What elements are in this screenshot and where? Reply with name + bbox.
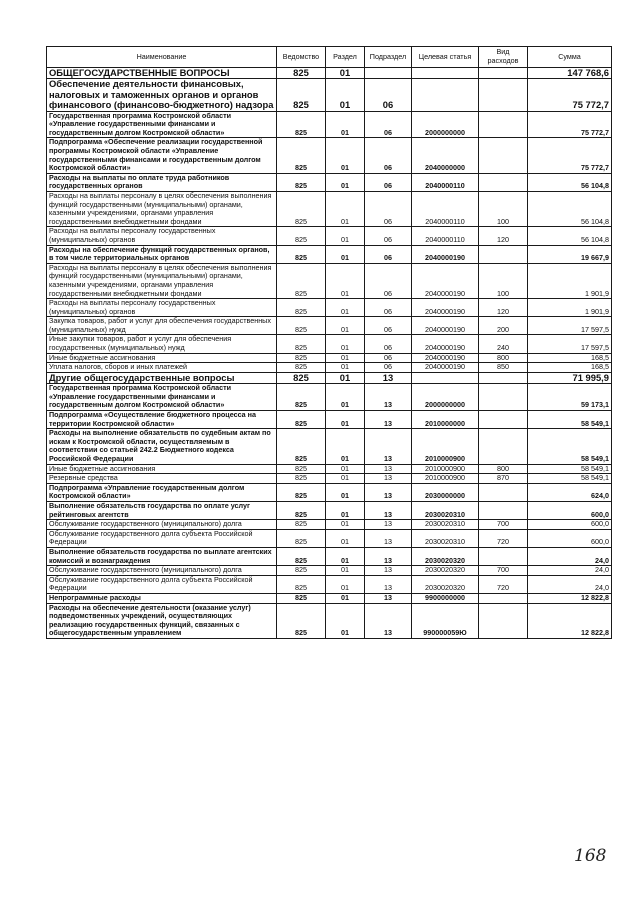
table-row [47,384,612,411]
cell-vedomstvo: 825 [277,529,326,547]
table-header-row [47,47,612,68]
cell-name: Резервные средства [47,474,277,484]
cell-podrazdel: 13 [365,501,412,519]
cell-razdel: 01 [326,263,365,298]
cell-vedomstvo: 825 [277,363,326,373]
cell-summa: 600,0 [528,501,612,519]
cell-podrazdel: 13 [365,547,412,565]
cell-summa: 58 549,1 [528,474,612,484]
cell-razdel: 01 [326,372,365,383]
cell-razdel: 01 [326,227,365,245]
cell-name: Иные бюджетные ассигнования [47,464,277,474]
cell-name: Расходы на обеспечение функций государственных органов, в том числе территориальных органов [47,245,277,263]
cell-summa: 56 104,8 [528,227,612,245]
cell-name: Расходы на выполнение обязательств по судебным актам по искам к Костромской области, осуществляемым в соответствии со статьей 242.2 Бюджетного кодекса Российской Федерации [47,429,277,464]
table-row [47,79,612,111]
cell-razdel: 01 [326,520,365,530]
cell-name: Уплата налогов, сборов и иных платежей [47,363,277,373]
cell-summa: 75 772,7 [528,138,612,173]
cell-razdel: 01 [326,335,365,353]
header-vedomstvo: Ведомство [277,47,326,68]
cell-name: Обслуживание государственного долга субъекта Российской Федерации [47,529,277,547]
cell-celevaya-statya: 2040000190 [412,335,479,353]
table-row [47,191,612,226]
cell-name: Обслуживание государственного долга субъекта Российской Федерации [47,575,277,593]
cell-celevaya-statya: 2030020320 [412,547,479,565]
cell-razdel: 01 [326,173,365,191]
cell-celevaya-statya: 2040000190 [412,363,479,373]
cell-podrazdel: 13 [365,372,412,383]
table-row [47,363,612,373]
table-row [47,520,612,530]
cell-vid-raskhodov: 700 [479,566,528,576]
cell-razdel: 01 [326,566,365,576]
cell-razdel: 01 [326,603,365,638]
cell-name: Государственная программа Костромской области «Управление государственными финансами и государственным долгом Костромской области» [47,111,277,138]
cell-summa: 71 995,9 [528,372,612,383]
cell-summa: 24,0 [528,547,612,565]
cell-vid-raskhodov: 720 [479,575,528,593]
cell-podrazdel: 13 [365,520,412,530]
cell-vid-raskhodov: 720 [479,529,528,547]
cell-razdel: 01 [326,593,365,603]
cell-razdel: 01 [326,547,365,565]
cell-razdel: 01 [326,245,365,263]
cell-razdel: 01 [326,138,365,173]
cell-name: Расходы на выплаты персоналу в целях обеспечения выполнения функций государственными (муниципальными) органами, казенными учреждениями, органами управления государственными внебюджетными фондами [47,191,277,226]
table-row [47,372,612,383]
cell-vedomstvo: 825 [277,474,326,484]
cell-podrazdel: 06 [365,335,412,353]
cell-name: Расходы на обеспечение деятельности (оказание услуг) подведомственных учреждений, осуществляющих реализацию государственных функций, связанных с общегосударственным управлением [47,603,277,638]
cell-vedomstvo: 825 [277,384,326,411]
cell-celevaya-statya [412,372,479,383]
cell-vedomstvo: 825 [277,335,326,353]
table-row [47,593,612,603]
table-row [47,411,612,429]
table-row [47,335,612,353]
cell-podrazdel: 06 [365,245,412,263]
cell-vedomstvo: 825 [277,372,326,383]
table-row [47,575,612,593]
cell-summa: 24,0 [528,575,612,593]
cell-summa: 17 597,5 [528,317,612,335]
cell-vedomstvo: 825 [277,501,326,519]
cell-name: Иные закупки товаров, работ и услуг для обеспечения государственных (муниципальных) нужд [47,335,277,353]
cell-name: Выполнение обязательств государства по оплате услуг рейтинговых агентств [47,501,277,519]
budget-document [46,46,611,639]
cell-vid-raskhodov [479,593,528,603]
table-row [47,474,612,484]
cell-vid-raskhodov: 700 [479,520,528,530]
cell-razdel: 01 [326,411,365,429]
cell-celevaya-statya: 990000059Ю [412,603,479,638]
cell-podrazdel: 13 [365,603,412,638]
cell-vedomstvo: 825 [277,111,326,138]
cell-vedomstvo: 825 [277,483,326,501]
cell-vid-raskhodov: 200 [479,317,528,335]
table-row [47,603,612,638]
cell-razdel: 01 [326,191,365,226]
cell-summa: 624,0 [528,483,612,501]
budget-table [46,46,612,639]
cell-vid-raskhodov [479,173,528,191]
cell-razdel: 01 [326,111,365,138]
cell-summa: 56 104,8 [528,191,612,226]
cell-summa: 58 549,1 [528,411,612,429]
cell-summa: 600,0 [528,520,612,530]
cell-vid-raskhodov: 120 [479,227,528,245]
cell-celevaya-statya: 2040000110 [412,227,479,245]
cell-summa: 75 772,7 [528,111,612,138]
cell-razdel: 01 [326,299,365,317]
cell-vid-raskhodov [479,501,528,519]
cell-name: Расходы на выплаты персоналу в целях обеспечения выполнения функций государственными (муниципальными) органами, казенными учреждениями, органами управления государственными внебюджетными фондами [47,263,277,298]
cell-summa: 24,0 [528,566,612,576]
cell-name: Обслуживание государственного (муниципального) долга [47,566,277,576]
cell-vid-raskhodov [479,547,528,565]
cell-vid-raskhodov [479,411,528,429]
cell-name: ОБЩЕГОСУДАРСТВЕННЫЕ ВОПРОСЫ [47,68,277,79]
cell-podrazdel: 13 [365,575,412,593]
cell-vid-raskhodov [479,68,528,79]
cell-celevaya-statya: 2030020320 [412,566,479,576]
cell-vedomstvo: 825 [277,593,326,603]
cell-vid-raskhodov [479,483,528,501]
cell-vid-raskhodov: 800 [479,353,528,363]
cell-celevaya-statya: 2040000110 [412,173,479,191]
cell-name: Непрограммные расходы [47,593,277,603]
cell-summa: 168,5 [528,353,612,363]
table-row [47,317,612,335]
cell-podrazdel: 06 [365,299,412,317]
cell-summa: 168,5 [528,363,612,373]
cell-vid-raskhodov [479,111,528,138]
cell-podrazdel: 13 [365,566,412,576]
cell-celevaya-statya: 9900000000 [412,593,479,603]
cell-podrazdel: 13 [365,593,412,603]
cell-name: Расходы на выплаты персоналу государственных (муниципальных) органов [47,299,277,317]
cell-summa: 147 768,6 [528,68,612,79]
cell-vedomstvo: 825 [277,353,326,363]
header-podrazdel: Подраздел [365,47,412,68]
cell-celevaya-statya: 2000000000 [412,384,479,411]
header-summa: Сумма [528,47,612,68]
cell-podrazdel: 13 [365,429,412,464]
cell-celevaya-statya: 2040000190 [412,353,479,363]
cell-summa: 58 549,1 [528,429,612,464]
table-row [47,566,612,576]
cell-podrazdel: 06 [365,363,412,373]
cell-celevaya-statya: 2010000900 [412,474,479,484]
cell-vedomstvo: 825 [277,263,326,298]
table-row [47,501,612,519]
cell-name: Закупка товаров, работ и услуг для обеспечения государственных (муниципальных) нужд [47,317,277,335]
table-row [47,111,612,138]
cell-vedomstvo: 825 [277,520,326,530]
cell-vid-raskhodov: 100 [479,263,528,298]
cell-podrazdel: 06 [365,191,412,226]
cell-vedomstvo: 825 [277,411,326,429]
cell-podrazdel: 13 [365,474,412,484]
cell-razdel: 01 [326,429,365,464]
cell-name: Расходы на выплаты персоналу государственных (муниципальных) органов [47,227,277,245]
cell-vedomstvo: 825 [277,575,326,593]
cell-vedomstvo: 825 [277,173,326,191]
cell-celevaya-statya: 2010000000 [412,411,479,429]
table-row [47,353,612,363]
cell-name: Расходы на выплаты по оплате труда работников государственных органов [47,173,277,191]
cell-celevaya-statya [412,79,479,111]
cell-celevaya-statya: 2040000190 [412,245,479,263]
cell-celevaya-statya [412,68,479,79]
cell-summa: 1 901,9 [528,263,612,298]
table-row [47,245,612,263]
header-name: Наименование [47,47,277,68]
cell-summa: 12 822,8 [528,603,612,638]
page-number: 168 [574,846,607,866]
header-celevaya-statya: Целевая статья [412,47,479,68]
table-row [47,529,612,547]
table-row [47,299,612,317]
cell-celevaya-statya: 2000000000 [412,111,479,138]
cell-summa: 17 597,5 [528,335,612,353]
cell-summa: 58 549,1 [528,464,612,474]
cell-celevaya-statya: 2040000000 [412,138,479,173]
cell-name: Обеспечение деятельности финансовых, налоговых и таможенных органов и органов финансового (финансово-бюджетного) надзора [47,79,277,111]
table-row [47,227,612,245]
cell-razdel: 01 [326,483,365,501]
table-row [47,429,612,464]
table-row [47,263,612,298]
cell-celevaya-statya: 2010000900 [412,464,479,474]
cell-vedomstvo: 825 [277,245,326,263]
cell-podrazdel: 06 [365,173,412,191]
cell-razdel: 01 [326,474,365,484]
cell-name: Выполнение обязательств государства по выплате агентских комиссий и вознаграждения [47,547,277,565]
cell-razdel: 01 [326,317,365,335]
cell-celevaya-statya: 2040000190 [412,317,479,335]
cell-podrazdel: 13 [365,384,412,411]
table-row [47,483,612,501]
table-row [47,138,612,173]
cell-vid-raskhodov: 850 [479,363,528,373]
cell-razdel: 01 [326,529,365,547]
cell-summa: 1 901,9 [528,299,612,317]
cell-vid-raskhodov: 240 [479,335,528,353]
cell-razdel: 01 [326,363,365,373]
cell-name: Другие общегосударственные вопросы [47,372,277,383]
cell-podrazdel: 06 [365,317,412,335]
cell-vid-raskhodov: 870 [479,474,528,484]
cell-celevaya-statya: 2030020310 [412,529,479,547]
cell-vedomstvo: 825 [277,566,326,576]
cell-summa: 56 104,8 [528,173,612,191]
cell-podrazdel: 13 [365,529,412,547]
cell-razdel: 01 [326,68,365,79]
cell-summa: 600,0 [528,529,612,547]
cell-celevaya-statya: 2030020310 [412,501,479,519]
cell-podrazdel: 06 [365,227,412,245]
cell-name: Обслуживание государственного (муниципального) долга [47,520,277,530]
cell-vedomstvo: 825 [277,68,326,79]
table-row [47,68,612,79]
cell-podrazdel: 13 [365,464,412,474]
cell-vid-raskhodov: 800 [479,464,528,474]
cell-podrazdel: 06 [365,263,412,298]
cell-vedomstvo: 825 [277,79,326,111]
cell-vedomstvo: 825 [277,603,326,638]
table-row [47,464,612,474]
cell-vedomstvo: 825 [277,429,326,464]
cell-vid-raskhodov [479,603,528,638]
cell-vid-raskhodov: 100 [479,191,528,226]
cell-vedomstvo: 825 [277,464,326,474]
cell-celevaya-statya: 2030020320 [412,575,479,593]
cell-vid-raskhodov [479,429,528,464]
table-row [47,173,612,191]
table-body [47,68,612,639]
cell-vedomstvo: 825 [277,138,326,173]
cell-vid-raskhodov [479,245,528,263]
cell-razdel: 01 [326,575,365,593]
cell-podrazdel: 13 [365,411,412,429]
cell-vedomstvo: 825 [277,227,326,245]
cell-vid-raskhodov [479,372,528,383]
cell-summa: 12 822,8 [528,593,612,603]
cell-podrazdel [365,68,412,79]
cell-summa: 75 772,7 [528,79,612,111]
header-vid-raskhodov: Вид расходов [479,47,528,68]
cell-celevaya-statya: 2030000000 [412,483,479,501]
cell-celevaya-statya: 2010000900 [412,429,479,464]
cell-vedomstvo: 825 [277,547,326,565]
cell-podrazdel: 06 [365,111,412,138]
cell-celevaya-statya: 2030020310 [412,520,479,530]
cell-name: Подпрограмма «Осуществление бюджетного процесса на территории Костромской области» [47,411,277,429]
cell-vedomstvo: 825 [277,299,326,317]
cell-vedomstvo: 825 [277,317,326,335]
cell-vid-raskhodov [479,384,528,411]
cell-name: Иные бюджетные ассигнования [47,353,277,363]
cell-vid-raskhodov [479,138,528,173]
cell-name: Государственная программа Костромской области «Управление государственными финансами и государственным долгом Костромской области» [47,384,277,411]
cell-name: Подпрограмма «Управление государственным долгом Костромской области» [47,483,277,501]
header-razdel: Раздел [326,47,365,68]
cell-razdel: 01 [326,384,365,411]
cell-podrazdel: 06 [365,353,412,363]
cell-podrazdel: 06 [365,138,412,173]
cell-celevaya-statya: 2040000110 [412,191,479,226]
cell-summa: 59 173,1 [528,384,612,411]
cell-vedomstvo: 825 [277,191,326,226]
cell-podrazdel: 13 [365,483,412,501]
cell-name: Подпрограмма «Обеспечение реализации государственной программы Костромской области «Управление государственными финансами и государственным долгом Костромской области» [47,138,277,173]
cell-razdel: 01 [326,464,365,474]
cell-podrazdel: 06 [365,79,412,111]
cell-razdel: 01 [326,79,365,111]
cell-razdel: 01 [326,353,365,363]
cell-razdel: 01 [326,501,365,519]
cell-celevaya-statya: 2040000190 [412,263,479,298]
cell-vid-raskhodov [479,79,528,111]
cell-vid-raskhodov: 120 [479,299,528,317]
cell-celevaya-statya: 2040000190 [412,299,479,317]
cell-summa: 19 667,9 [528,245,612,263]
table-row [47,547,612,565]
